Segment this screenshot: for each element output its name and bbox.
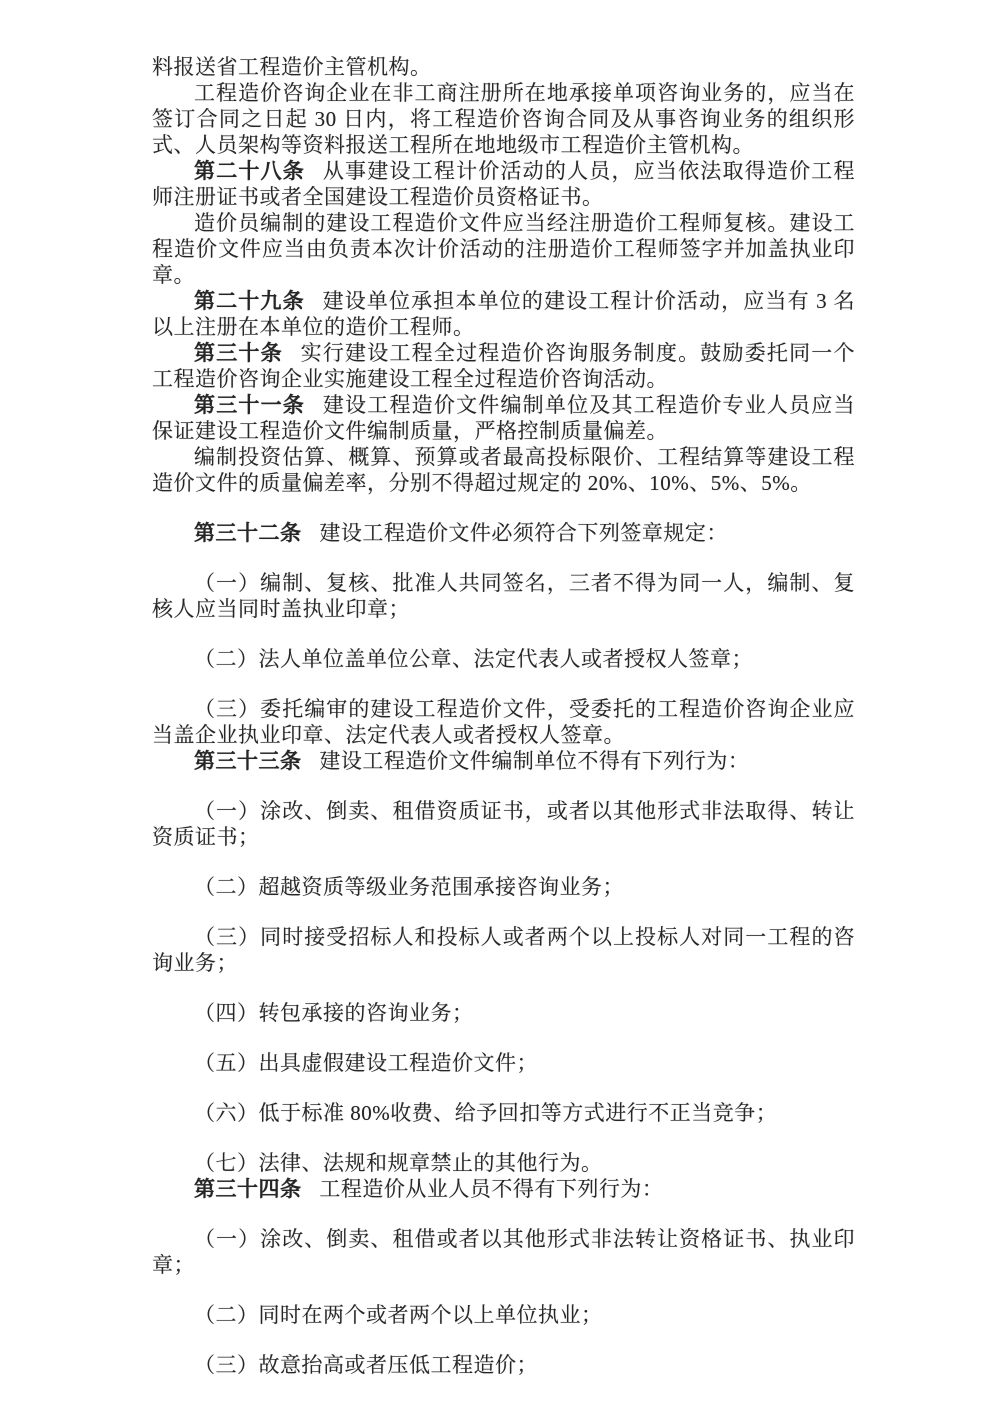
paragraph-text: （一）涂改、倒卖、租借资质证书，或者以其他形式非法取得、转让资质证书； <box>152 799 855 849</box>
paragraph-text: （三）委托编审的建设工程造价文件，受委托的工程造价咨询企业应当盖企业执业印章、法定代表人或者授权人签章。 <box>152 697 855 747</box>
article-number: 第二十九条 <box>194 289 305 313</box>
paragraph <box>152 444 855 496</box>
paragraph <box>152 1302 855 1328</box>
paragraph-text: 编制投资估算、概算、预算或者最高投标限价、工程结算等建设工程造价文件的质量偏差率，分别不得超过规定的 20%、10%、5%、5%。 <box>152 445 855 495</box>
paragraph-text: 建设工程造价文件编制单位及其工程造价专业人员应当保证建设工程造价文件编制质量，严格控制质量偏差。 <box>152 393 856 443</box>
paragraph-text: （二）超越资质等级业务范围承接咨询业务； <box>194 875 624 899</box>
paragraph <box>152 1000 855 1026</box>
paragraph <box>152 392 855 444</box>
paragraph-text: （三）同时接受招标人和投标人或者两个以上投标人对同一工程的咨询业务； <box>152 925 855 975</box>
paragraph-text: 建设工程造价文件必须符合下列签章规定： <box>319 521 728 545</box>
paragraph <box>152 158 855 210</box>
paragraph-text: （一）编制、复核、批准人共同签名，三者不得为同一人，编制、复核人应当同时盖执业印章； <box>152 571 855 621</box>
paragraph <box>152 874 855 900</box>
paragraph-text: （六）低于标准 80%收费、给予回扣等方式进行不正当竞争； <box>194 1101 778 1125</box>
paragraph-text: （五）出具虚假建设工程造价文件； <box>194 1051 538 1075</box>
paragraph <box>152 288 855 340</box>
paragraph-text: （三）故意抬高或者压低工程造价； <box>194 1353 538 1377</box>
paragraph-text: 建设单位承担本单位的建设工程计价活动，应当有 3 名以上注册在本单位的造价工程师。 <box>152 289 856 339</box>
article-number: 第二十八条 <box>194 159 306 183</box>
paragraph <box>152 1100 855 1126</box>
paragraph-text: 造价员编制的建设工程造价文件应当经注册造价工程师复核。建设工程造价文件应当由负责本次计价活动的注册造价工程师签字并加盖执业印章。 <box>152 211 855 287</box>
article-number: 第三十二条 <box>194 521 302 545</box>
paragraph <box>152 1050 855 1076</box>
article-number: 第三十三条 <box>194 749 302 773</box>
paragraph <box>152 696 855 748</box>
paragraph <box>152 1176 855 1202</box>
paragraph-text: （二）同时在两个或者两个以上单位执业； <box>194 1303 603 1327</box>
paragraph <box>152 748 855 774</box>
paragraph-text: 实行建设工程全过程造价咨询服务制度。鼓励委托同一个工程造价咨询企业实施建设工程全过程造价咨询活动。 <box>152 341 856 391</box>
paragraph-text: （一）涂改、倒卖、租借或者以其他形式非法转让资格证书、执业印章； <box>152 1227 855 1277</box>
paragraph <box>152 54 855 80</box>
paragraph-text: （七）法律、法规和规章禁止的其他行为。 <box>194 1151 603 1175</box>
paragraph-text: 工程造价从业人员不得有下列行为： <box>319 1177 664 1201</box>
paragraph-text: 从事建设工程计价活动的人员，应当依法取得造价工程师注册证书或者全国建设工程造价员资格证书。 <box>152 159 856 209</box>
article-number: 第三十一条 <box>194 393 306 417</box>
paragraph <box>152 1226 855 1278</box>
paragraph <box>152 520 855 546</box>
paragraph <box>152 646 855 672</box>
paragraph-text: 料报送省工程造价主管机构。 <box>152 55 432 79</box>
paragraph <box>152 798 855 850</box>
document-body <box>152 54 855 1378</box>
paragraph-text: 工程造价咨询企业在非工商注册所在地承接单项咨询业务的，应当在签订合同之日起 30 日内，将工程造价咨询合同及从事咨询业务的组织形式、人员架构等资料报送工程所在地地级市工程造价主管机构。 <box>152 81 855 157</box>
paragraph <box>152 210 855 288</box>
paragraph <box>152 570 855 622</box>
paragraph-text: （二）法人单位盖单位公章、法定代表人或者授权人签章； <box>194 647 753 671</box>
paragraph <box>152 924 855 976</box>
paragraph <box>152 1352 855 1378</box>
paragraph-text: 建设工程造价文件编制单位不得有下列行为： <box>319 749 750 773</box>
paragraph <box>152 340 855 392</box>
article-number: 第三十四条 <box>194 1177 302 1201</box>
paragraph-text: （四）转包承接的咨询业务； <box>194 1001 474 1025</box>
article-number: 第三十条 <box>194 341 283 365</box>
paragraph <box>152 1150 855 1176</box>
paragraph <box>152 80 855 158</box>
